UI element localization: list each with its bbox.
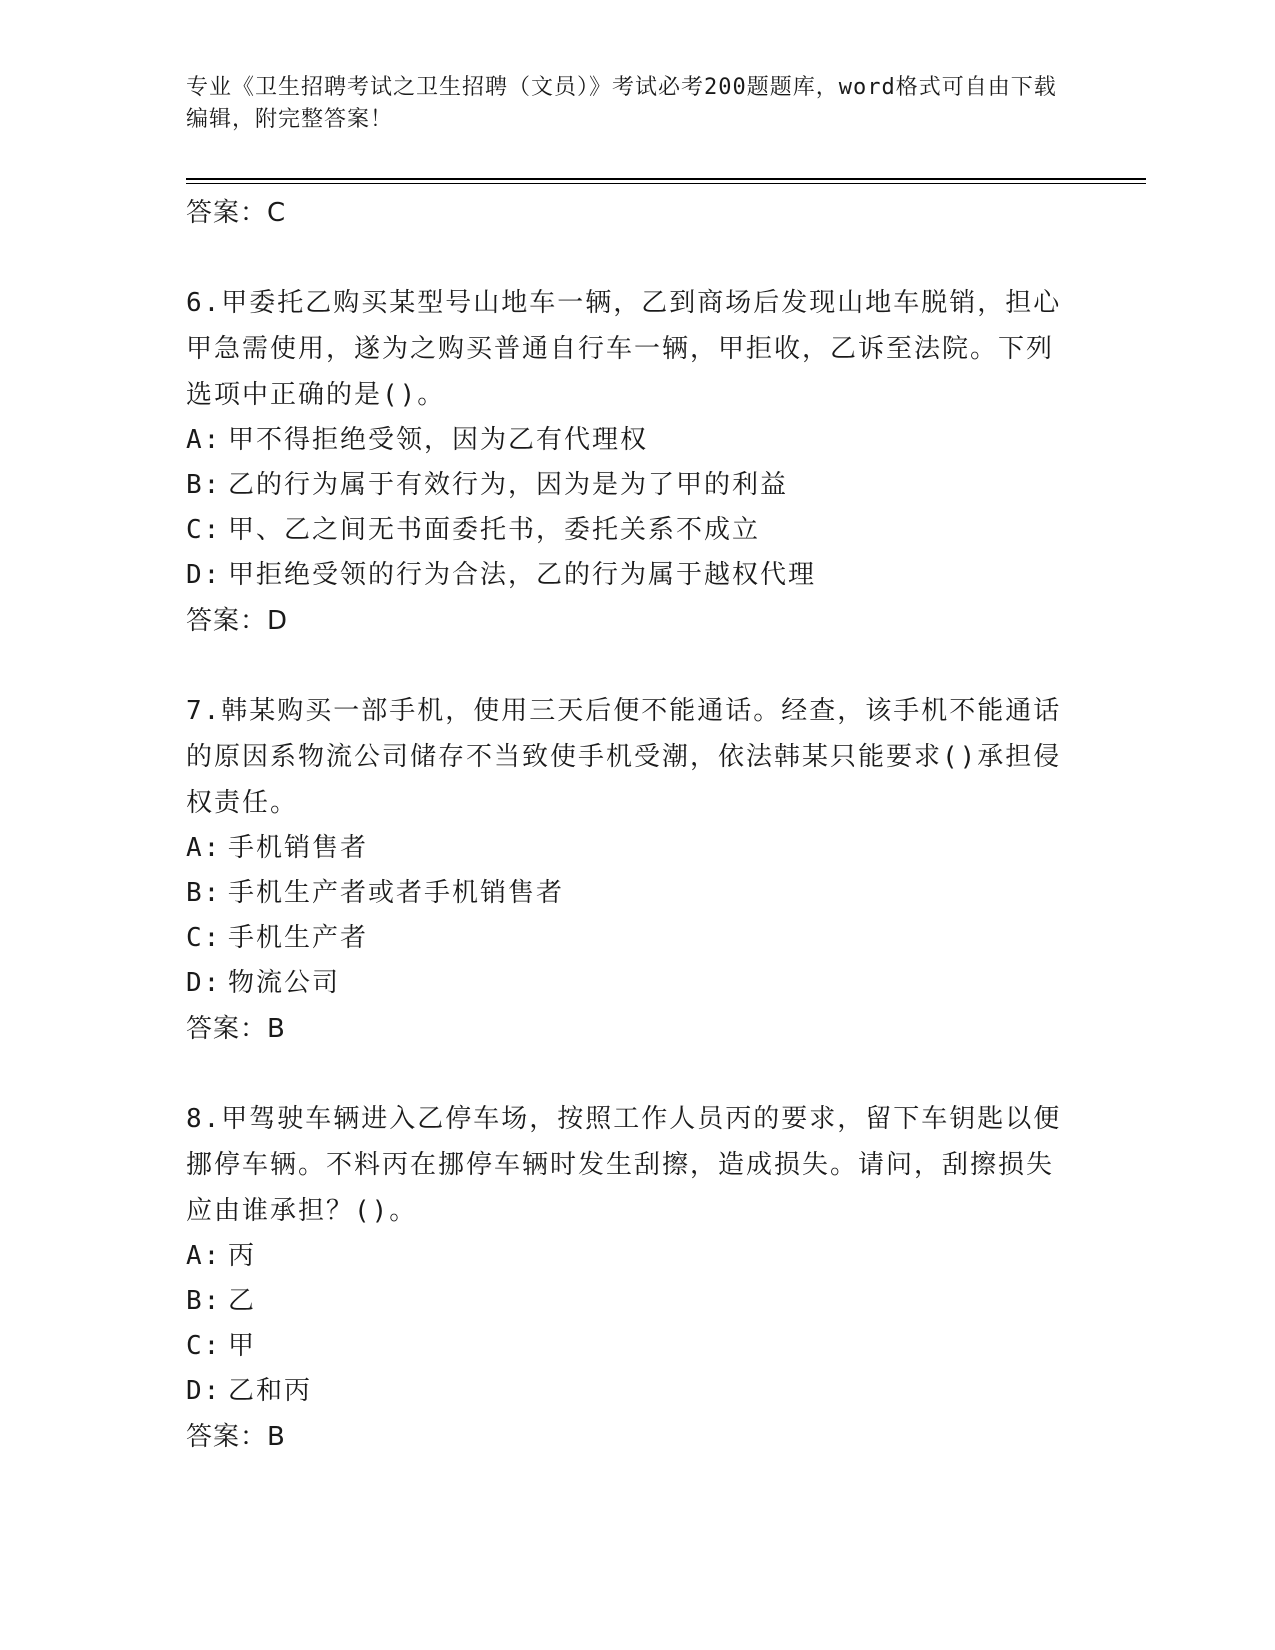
option-c: [186, 1324, 1066, 1369]
option-a: [186, 826, 1066, 871]
option-letter: C:: [186, 515, 222, 545]
option-letter: A:: [186, 833, 222, 863]
question-block-7: [186, 688, 1066, 1052]
option-letter: D:: [186, 1376, 222, 1406]
option-letter: C:: [186, 923, 222, 953]
option-d: [186, 961, 1066, 1006]
option-letter: B:: [186, 878, 222, 908]
option-text: 甲拒绝受领的行为合法，乙的行为属于越权代理: [228, 560, 817, 590]
answer-line: 答案：D: [186, 606, 289, 636]
option-b: [186, 463, 1066, 508]
option-text: 乙: [228, 1286, 257, 1316]
option-text: 乙的行为属于有效行为，因为是为了甲的利益: [228, 470, 789, 500]
option-letter: A:: [186, 425, 222, 455]
spacer: [186, 236, 1066, 280]
option-d: [186, 1369, 1066, 1414]
option-d: [186, 553, 1066, 598]
answer-line: 答案：B: [186, 1014, 286, 1044]
option-letter: B:: [186, 470, 222, 500]
question-block-8: [186, 1096, 1066, 1460]
option-text: 甲不得拒绝受领，因为乙有代理权: [228, 425, 649, 455]
option-text: 甲: [228, 1331, 257, 1361]
spacer: [186, 1052, 1066, 1096]
option-a: [186, 1234, 1066, 1279]
question-text: 7.韩某购买一部手机，使用三天后便不能通话。经查，该手机不能通话的原因系物流公司储存不当致使手机受潮，依法韩某只能要求()承担侵权责任。: [186, 696, 1062, 818]
option-letter: C:: [186, 1331, 222, 1361]
answer-line: 答案：C: [186, 198, 287, 228]
document-header: 专业《卫生招聘考试之卫生招聘（文员）》考试必考200题题库，word格式可自由下载编辑，附完整答案！: [186, 75, 1057, 132]
option-text: 乙和丙: [228, 1376, 313, 1406]
question-text: 6.甲委托乙购买某型号山地车一辆，乙到商场后发现山地车脱销，担心甲急需使用，遂为之购买普通自行车一辆，甲拒收，乙诉至法院。下列选项中正确的是()。: [186, 288, 1062, 410]
option-c: [186, 916, 1066, 961]
option-text: 丙: [228, 1241, 257, 1271]
option-letter: D:: [186, 560, 222, 590]
header-rule-thin: [186, 183, 1146, 184]
spacer: [186, 644, 1066, 688]
option-a: [186, 418, 1066, 463]
question-list: [186, 190, 1066, 1460]
option-letter: A:: [186, 1241, 222, 1271]
question-block-6: [186, 280, 1066, 644]
option-text: 物流公司: [228, 968, 341, 998]
option-letter: B:: [186, 1286, 222, 1316]
option-text: 手机生产者或者手机销售者: [228, 878, 565, 908]
question-text: 8.甲驾驶车辆进入乙停车场，按照工作人员丙的要求，留下车钥匙以便挪停车辆。不料丙在挪停车辆时发生刮擦，造成损失。请问，刮擦损失应由谁承担？()。: [186, 1104, 1062, 1226]
header-rule-thick: [186, 178, 1146, 180]
option-c: [186, 508, 1066, 553]
option-text: 手机销售者: [228, 833, 369, 863]
option-b: [186, 1279, 1066, 1324]
option-text: 手机生产者: [228, 923, 369, 953]
option-letter: D:: [186, 968, 222, 998]
answer-line: 答案：B: [186, 1422, 286, 1452]
option-text: 甲、乙之间无书面委托书，委托关系不成立: [228, 515, 761, 545]
option-b: [186, 871, 1066, 916]
